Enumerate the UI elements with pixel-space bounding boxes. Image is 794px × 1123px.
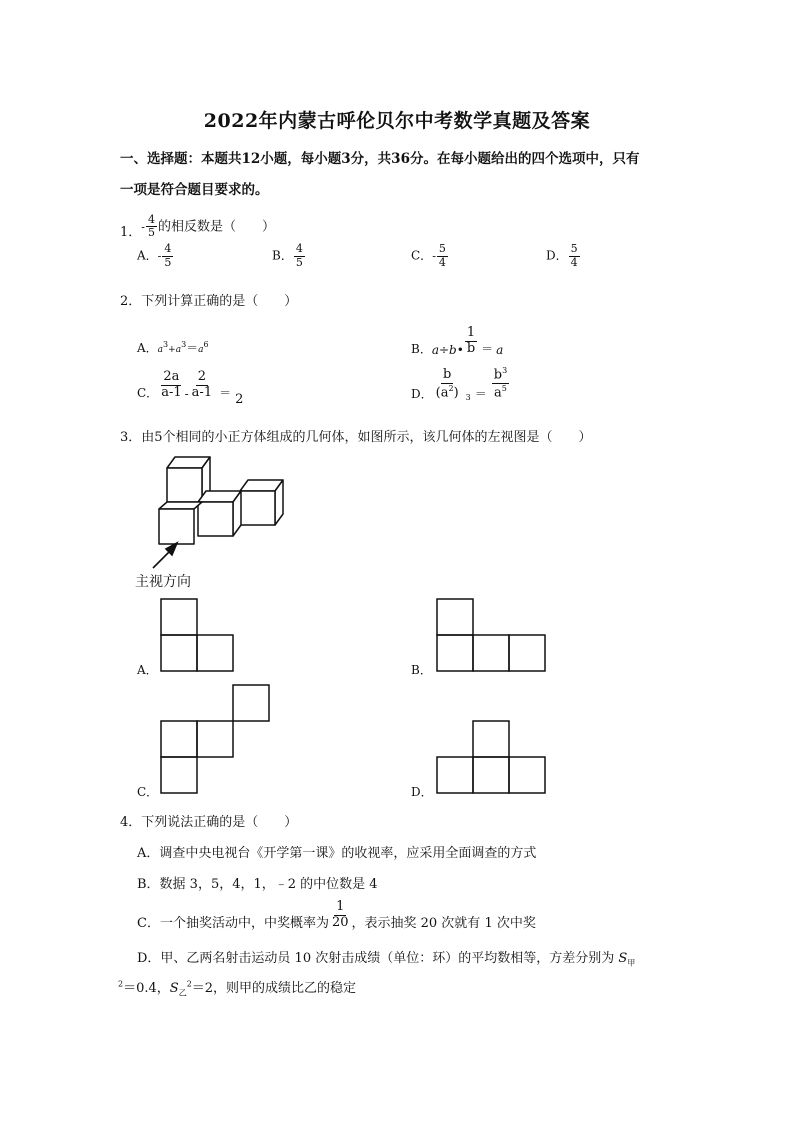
question-2-stem: 2．下列计算正确的是（ ） (120, 294, 298, 309)
exponent: 2 (448, 384, 454, 394)
var-a: a (198, 345, 204, 355)
equals-sign: ＝ (481, 342, 494, 356)
option-text: D．甲、乙两名射击运动员 10 次射击成绩（单位：环）的平均数相等，方差分别为 (137, 951, 615, 966)
fraction-denominator: a-1 (191, 384, 213, 400)
q4-option-d-line1[interactable] (137, 947, 635, 969)
option-label: A． (137, 341, 158, 355)
option-label: C． (137, 385, 159, 400)
superscript: 2 (186, 979, 192, 989)
option-text-post: ，表示抽奖 20 次就有 1 次中奖 (351, 915, 536, 931)
q4-option-a[interactable]: A．调查中央电视台《开学第一课》的收视率，应采用全面调查的方式 (137, 846, 537, 861)
option-sign: - (157, 249, 162, 263)
dot-sign: • (456, 343, 464, 357)
section-header-line2: 一项是符合题目要求的。 (120, 182, 269, 198)
divide-sign: ÷ (438, 343, 450, 357)
var-a: a (157, 345, 164, 355)
var-s: S (618, 951, 628, 966)
fraction-denominator: 5 (148, 226, 155, 240)
option-sign: - (432, 249, 436, 263)
fraction-numerator: 2 (197, 369, 207, 384)
exponent: 6 (203, 340, 209, 349)
question-1-sign: - (141, 220, 145, 234)
option-text: ＝2，则甲的成绩比乙的稳定 (191, 981, 357, 996)
outer-exponent: 3 (465, 392, 471, 402)
var-a: a (440, 385, 449, 401)
section-header-line1: 一、选择题：本题共12小题，每小题3分，共36分。在每小题给出的四个选项中，只有 (120, 151, 640, 167)
fraction-numerator: 1 (466, 325, 476, 341)
fraction-numerator: 4 (295, 242, 303, 255)
question-4-stem: 4．下列说法正确的是（ ） (120, 815, 298, 830)
option-label: B． (272, 248, 293, 263)
paren-open: ( (435, 385, 441, 401)
equals-sign: ＝ (219, 385, 232, 400)
option-label: C． (411, 248, 433, 263)
option-label: D． (546, 248, 568, 263)
exponent: 3 (163, 340, 169, 349)
equals-sign: ＝ (474, 386, 487, 401)
fraction-denominator: 5 (295, 255, 303, 269)
option-label: D． (411, 386, 433, 401)
fraction-numerator: 5 (438, 242, 446, 255)
option-text-pre: C．一个抽奖活动中，中奖概率为 (137, 915, 329, 931)
var-b: b (449, 343, 457, 357)
option-label: B． (411, 342, 432, 356)
question-3-stem: 3．由5个相同的小正方体组成的几何体，如图所示，该几何体的左视图是（ ） (120, 430, 592, 445)
option-text: ＝0.4， (123, 981, 170, 996)
subscript: 乙 (178, 988, 187, 998)
view-direction-label: 主视方向 (135, 574, 191, 590)
var-b: b (493, 367, 503, 383)
exponent: 5 (501, 384, 507, 394)
page-title: 2022年内蒙古呼伦贝尔中考数学真题及答案 (203, 110, 591, 132)
minus-sign: - (184, 386, 189, 401)
paren-close: ) (453, 385, 459, 401)
fraction-denominator: 4 (570, 255, 578, 269)
exponent: 3 (181, 340, 187, 349)
q3-option-a[interactable]: A． (137, 663, 158, 677)
fraction-denominator: b (466, 341, 476, 357)
fraction-numerator: 2a (163, 369, 180, 384)
superscript: 2 (118, 979, 124, 989)
var-s: S (169, 981, 179, 996)
q3-option-c[interactable]: C． (137, 785, 159, 799)
fraction-denominator: a-1 (161, 384, 182, 400)
fraction-numerator: 5 (570, 242, 578, 255)
question-1-text: 的相反数是（ ） (158, 219, 276, 235)
q3-option-b[interactable]: B． (411, 663, 432, 677)
var-a: a (431, 343, 439, 357)
option-fraction (330, 900, 351, 931)
fraction-denominator: 20 (331, 914, 349, 930)
exponent: 3 (502, 366, 508, 375)
q4-option-d-line2[interactable] (118, 977, 356, 999)
option-label: A． (137, 248, 158, 263)
var-a: a (175, 345, 182, 355)
fraction-numerator: 4 (148, 212, 155, 226)
fraction-numerator: 4 (164, 242, 172, 255)
fraction-numerator: b (442, 367, 452, 383)
question-1-number: 1． (120, 225, 142, 240)
result: a (496, 343, 504, 357)
equals-sign: ＝ (186, 341, 199, 355)
q4-option-b[interactable]: B．数据 3，5，4，1，﹣2 的中位数是 4 (137, 877, 378, 892)
q4-option-c[interactable] (137, 900, 536, 931)
result: 2 (235, 391, 244, 407)
subscript: 甲 (627, 958, 636, 968)
fraction-denominator: 5 (164, 255, 172, 269)
fraction-numerator: 1 (336, 899, 345, 914)
var-a: a (494, 385, 502, 401)
plus-sign: + (168, 345, 176, 355)
fraction-denominator: 4 (438, 255, 446, 269)
q3-option-d[interactable]: D． (411, 785, 433, 799)
